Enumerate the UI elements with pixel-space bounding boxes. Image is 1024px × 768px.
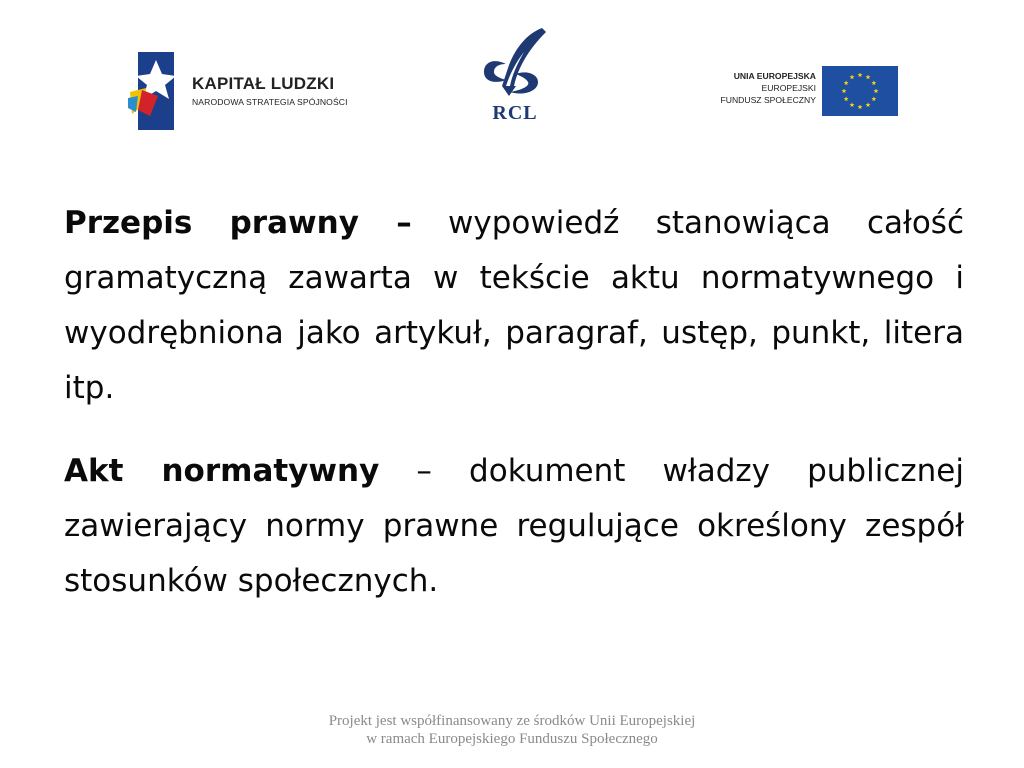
definition-text: – dokument władzy publicznej zawierający normy prawne regulujące określony zespół stosunków społecznych. (64, 453, 964, 599)
eu-line-3: FUNDUSZ SPOŁECZNY (720, 95, 816, 105)
eu-logo (700, 64, 900, 118)
eu-flag-icon (822, 66, 898, 116)
kapital-ludzki-logo (128, 52, 368, 132)
eu-line-2: EUROPEJSKI (761, 83, 816, 93)
rcl-label: RCL (492, 102, 538, 124)
definitions-body (64, 196, 964, 609)
definition-term: Przepis prawny – (64, 205, 412, 241)
definition-przepis-prawny (64, 196, 964, 416)
rcl-logo (476, 24, 556, 130)
definition-akt-normatywny (64, 444, 964, 609)
kapital-ludzki-star-icon (128, 52, 184, 132)
eu-line-1: UNIA EUROPEJSKA (733, 71, 816, 81)
footer-line-1: Projekt jest współfinansowany ze środków Unii Europejskiej (328, 713, 696, 729)
kapital-ludzki-title: KAPITAŁ LUDZKI (192, 74, 335, 93)
quill-pen-icon (476, 24, 556, 104)
definition-text: wypowiedź stanowiąca całość gramatyczną zawarta w tekście aktu normatywnego i wyodrębniona jako artykuł, paragraf, ustęp, punkt, litera itp. (64, 205, 964, 406)
definition-term: Akt normatywny (64, 453, 380, 489)
kapital-ludzki-subtitle: NARODOWA STRATEGIA SPÓJNOŚCI (192, 97, 348, 107)
eu-text-block (721, 70, 817, 106)
funding-footer (212, 712, 812, 748)
footer-line-2: w ramach Europejskiego Funduszu Społecznego (366, 731, 658, 747)
